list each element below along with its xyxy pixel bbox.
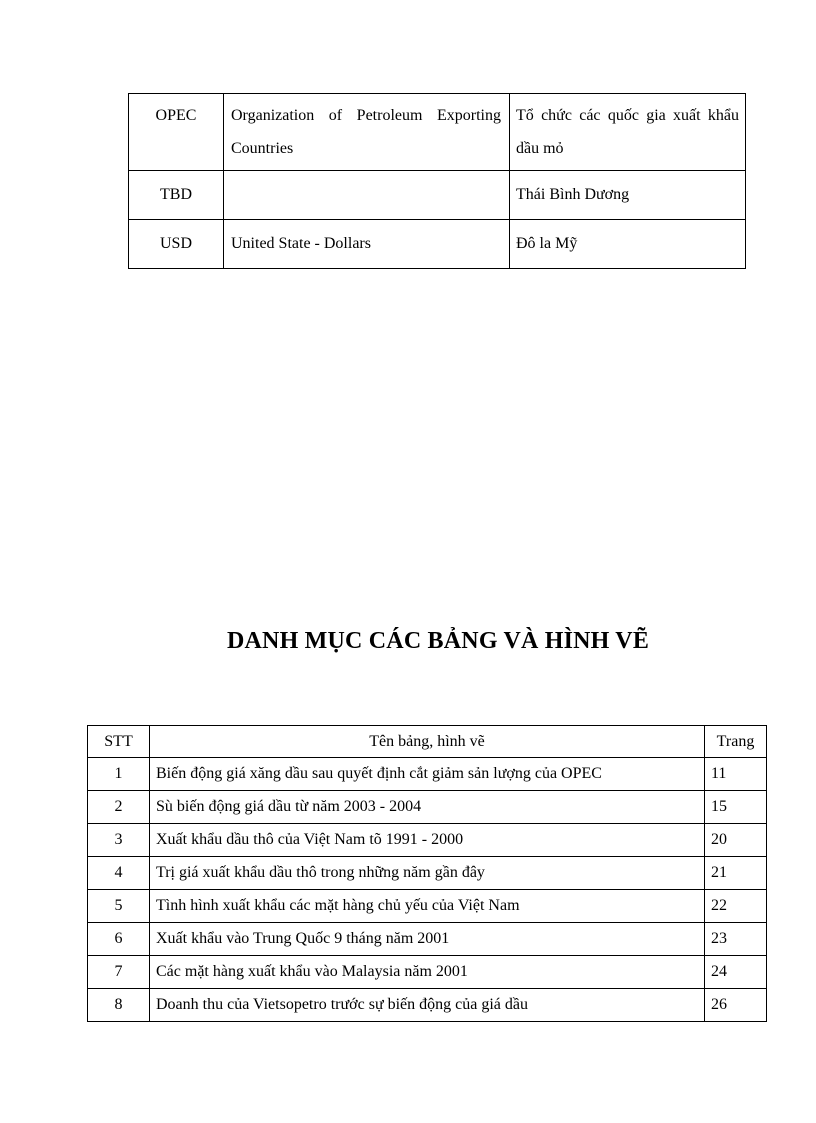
- row-number: 1: [88, 758, 150, 791]
- row-page: 22: [705, 890, 767, 923]
- row-number: 8: [88, 989, 150, 1022]
- row-title: Các mặt hàng xuất khẩu vào Malaysia năm 2001: [150, 956, 705, 989]
- table-row: [88, 857, 767, 890]
- row-title: Xuất khẩu dầu thô của Việt Nam tõ 1991 - 2000: [150, 824, 705, 857]
- table-header-row: [88, 726, 767, 758]
- english-meaning-cell: United State - Dollars: [224, 220, 510, 269]
- row-number: 2: [88, 791, 150, 824]
- table-row: [129, 171, 746, 220]
- table-row: [129, 220, 746, 269]
- row-page: 24: [705, 956, 767, 989]
- row-page: 23: [705, 923, 767, 956]
- abbreviation-cell: TBD: [129, 171, 224, 220]
- row-page: 20: [705, 824, 767, 857]
- row-number: 3: [88, 824, 150, 857]
- row-number: 6: [88, 923, 150, 956]
- row-title: Trị giá xuất khẩu dầu thô trong những năm gần đây: [150, 857, 705, 890]
- row-number: 5: [88, 890, 150, 923]
- row-title: Doanh thu của Vietsopetro trước sự biến động của giá dầu: [150, 989, 705, 1022]
- row-title: Xuất khẩu vào Trung Quốc 9 tháng năm 2001: [150, 923, 705, 956]
- column-header-stt: STT: [88, 726, 150, 758]
- vietnamese-meaning-cell: Đô la Mỹ: [510, 220, 746, 269]
- table-row: [88, 890, 767, 923]
- row-title: Tình hình xuất khẩu các mặt hàng chủ yếu của Việt Nam: [150, 890, 705, 923]
- section-title: DANH MỤC CÁC BẢNG VÀ HÌNH VẼ: [226, 628, 650, 654]
- abbreviation-cell: USD: [129, 220, 224, 269]
- row-number: 7: [88, 956, 150, 989]
- table-row: [88, 824, 767, 857]
- row-title: Biến động giá xăng dầu sau quyết định cắt giảm sản lượng của OPEC: [150, 758, 705, 791]
- column-header-page: Trang: [705, 726, 767, 758]
- table-row: [88, 758, 767, 791]
- table-row: [88, 923, 767, 956]
- list-of-tables-and-figures: [87, 725, 767, 1022]
- vietnamese-meaning-cell: Thái Bình Dương: [510, 171, 746, 220]
- row-page: 21: [705, 857, 767, 890]
- row-title: Sù biến động giá dầu từ năm 2003 - 2004: [150, 791, 705, 824]
- row-number: 4: [88, 857, 150, 890]
- column-header-name: Tên bảng, hình vẽ: [150, 726, 705, 758]
- row-page: 15: [705, 791, 767, 824]
- abbreviation-table: [128, 93, 746, 269]
- row-page: 11: [705, 758, 767, 791]
- vietnamese-meaning-cell: Tổ chức các quốc gia xuất khẩu dầu mỏ: [510, 94, 746, 171]
- english-meaning-cell: Organization of Petroleum Exporting Countries: [224, 94, 510, 171]
- table-row: [88, 956, 767, 989]
- table-row: [88, 989, 767, 1022]
- row-page: 26: [705, 989, 767, 1022]
- table-row: [88, 791, 767, 824]
- table-row: [129, 94, 746, 171]
- abbreviation-cell: OPEC: [129, 94, 224, 171]
- english-meaning-cell: [224, 171, 510, 220]
